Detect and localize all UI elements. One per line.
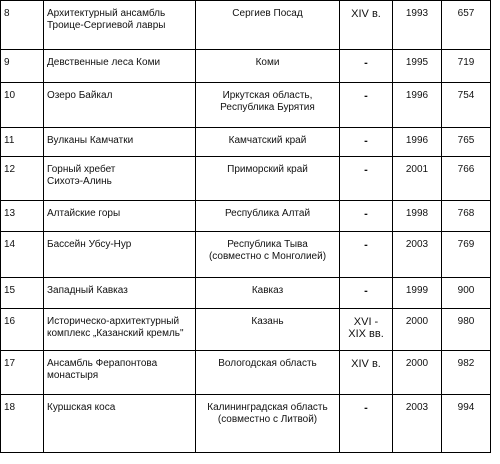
year-cell: 2000 bbox=[393, 309, 442, 351]
row-number-cell: 10 bbox=[1, 83, 44, 128]
region-line: Республика Алтай bbox=[224, 208, 311, 219]
site-name-cell bbox=[44, 201, 196, 232]
year-cell: 2001 bbox=[393, 157, 442, 201]
region-cell bbox=[196, 201, 340, 232]
year-cell: 1998 bbox=[393, 201, 442, 232]
century-line: - bbox=[364, 208, 368, 220]
site-name-line: Сихотэ-Алинь bbox=[47, 176, 112, 187]
year-cell: 1995 bbox=[393, 50, 442, 83]
region-line: Республика Бурятия bbox=[220, 102, 315, 113]
year-cell: 2003 bbox=[393, 232, 442, 278]
region-cell bbox=[196, 1, 340, 50]
region-line: Вологодская область bbox=[218, 358, 317, 369]
site-name-line: Куршская коса bbox=[47, 402, 116, 413]
region-cell bbox=[196, 351, 340, 395]
century-cell bbox=[340, 1, 393, 50]
row-number-cell: 8 bbox=[1, 1, 44, 50]
region-cell bbox=[196, 128, 340, 157]
row-number-cell: 11 bbox=[1, 128, 44, 157]
table-row bbox=[1, 232, 491, 278]
region-cell bbox=[196, 278, 340, 309]
site-name-line: монастыря bbox=[47, 370, 99, 381]
row-number-cell: 16 bbox=[1, 309, 44, 351]
site-name-line: Историческо-архитектурный bbox=[47, 316, 180, 327]
site-name-cell bbox=[44, 395, 196, 453]
century-cell bbox=[340, 395, 393, 453]
site-name-cell bbox=[44, 50, 196, 83]
century-line: XIX вв. bbox=[348, 328, 384, 340]
century-cell bbox=[340, 50, 393, 83]
century-line: - bbox=[364, 90, 368, 102]
region-line: Республика Тыва bbox=[227, 239, 308, 250]
century-line: - bbox=[364, 57, 368, 69]
century-cell bbox=[340, 83, 393, 128]
site-id-cell: 754 bbox=[442, 83, 491, 128]
site-id-cell: 982 bbox=[442, 351, 491, 395]
site-name-cell bbox=[44, 1, 196, 50]
year-cell: 2000 bbox=[393, 351, 442, 395]
century-cell bbox=[340, 201, 393, 232]
row-number-cell: 17 bbox=[1, 351, 44, 395]
site-name-cell bbox=[44, 309, 196, 351]
site-id-cell: 900 bbox=[442, 278, 491, 309]
year-cell: 1996 bbox=[393, 128, 442, 157]
region-cell bbox=[196, 157, 340, 201]
site-id-cell: 768 bbox=[442, 201, 491, 232]
year-cell: 1993 bbox=[393, 1, 442, 50]
site-name-line: Ансамбль Ферапонтова bbox=[47, 358, 158, 369]
century-cell bbox=[340, 278, 393, 309]
region-cell bbox=[196, 83, 340, 128]
table-row bbox=[1, 278, 491, 309]
century-cell bbox=[340, 128, 393, 157]
region-line: Иркутская область, bbox=[222, 90, 313, 101]
site-id-cell: 980 bbox=[442, 309, 491, 351]
site-name-cell bbox=[44, 232, 196, 278]
region-cell bbox=[196, 395, 340, 453]
region-line: (совместно с Монголией) bbox=[208, 251, 327, 262]
year-cell: 1996 bbox=[393, 83, 442, 128]
site-id-cell: 766 bbox=[442, 157, 491, 201]
site-id-cell: 719 bbox=[442, 50, 491, 83]
region-line: Калининградская область bbox=[207, 402, 328, 413]
century-line: XIV в. bbox=[351, 8, 381, 20]
region-line: Приморский край bbox=[227, 164, 308, 175]
site-name-cell bbox=[44, 128, 196, 157]
site-name-line: Западный Кавказ bbox=[47, 285, 128, 296]
site-name-cell bbox=[44, 351, 196, 395]
table-row bbox=[1, 128, 491, 157]
year-cell: 1999 bbox=[393, 278, 442, 309]
site-id-cell: 769 bbox=[442, 232, 491, 278]
region-cell bbox=[196, 309, 340, 351]
region-line: Казань bbox=[251, 316, 284, 327]
site-name-line: Алтайские горы bbox=[47, 208, 121, 219]
row-number-cell: 13 bbox=[1, 201, 44, 232]
site-id-cell: 765 bbox=[442, 128, 491, 157]
century-line: - bbox=[364, 285, 368, 297]
site-name-cell bbox=[44, 157, 196, 201]
site-name-line: Троице-Сергиевой лавры bbox=[47, 20, 166, 31]
table-row bbox=[1, 395, 491, 453]
site-id-cell: 994 bbox=[442, 395, 491, 453]
site-name-line: Озеро Байкал bbox=[47, 90, 113, 101]
century-line: - bbox=[364, 164, 368, 176]
region-line: Сергиев Посад bbox=[232, 8, 303, 19]
year-cell: 2003 bbox=[393, 395, 442, 453]
region-line: Камчатский край bbox=[228, 135, 307, 146]
table-row bbox=[1, 1, 491, 50]
table-row bbox=[1, 351, 491, 395]
site-name-line: Вулканы Камчатки bbox=[47, 135, 134, 146]
table-row bbox=[1, 309, 491, 351]
table-body bbox=[1, 1, 491, 453]
site-name-cell bbox=[44, 83, 196, 128]
century-line: XIV в. bbox=[351, 358, 381, 370]
site-name-cell bbox=[44, 278, 196, 309]
table-row bbox=[1, 157, 491, 201]
century-line: - bbox=[364, 135, 368, 147]
row-number-cell: 15 bbox=[1, 278, 44, 309]
century-line: - bbox=[364, 402, 368, 414]
site-name-line: Девственные леса Коми bbox=[47, 57, 161, 68]
century-line: XVI - bbox=[353, 316, 379, 328]
site-name-line: Бассейн Убсу-Нур bbox=[47, 239, 132, 250]
row-number-cell: 12 bbox=[1, 157, 44, 201]
table-row bbox=[1, 83, 491, 128]
table-row bbox=[1, 50, 491, 83]
century-line: - bbox=[364, 239, 368, 251]
row-number-cell: 14 bbox=[1, 232, 44, 278]
region-cell bbox=[196, 232, 340, 278]
century-cell bbox=[340, 351, 393, 395]
site-id-cell: 657 bbox=[442, 1, 491, 50]
site-name-line: Архитектурный ансамбль bbox=[47, 8, 166, 19]
region-cell bbox=[196, 50, 340, 83]
century-cell bbox=[340, 309, 393, 351]
region-line: (совместно с Литвой) bbox=[217, 414, 318, 425]
century-cell bbox=[340, 157, 393, 201]
region-line: Коми bbox=[255, 57, 280, 68]
century-cell bbox=[340, 232, 393, 278]
row-number-cell: 9 bbox=[1, 50, 44, 83]
site-name-line: комплекс „Казанский кремль" bbox=[47, 328, 184, 339]
row-number-cell: 18 bbox=[1, 395, 44, 453]
site-name-line: Горный хребет bbox=[47, 164, 116, 175]
region-line: Кавказ bbox=[251, 285, 284, 296]
table-row bbox=[1, 201, 491, 232]
